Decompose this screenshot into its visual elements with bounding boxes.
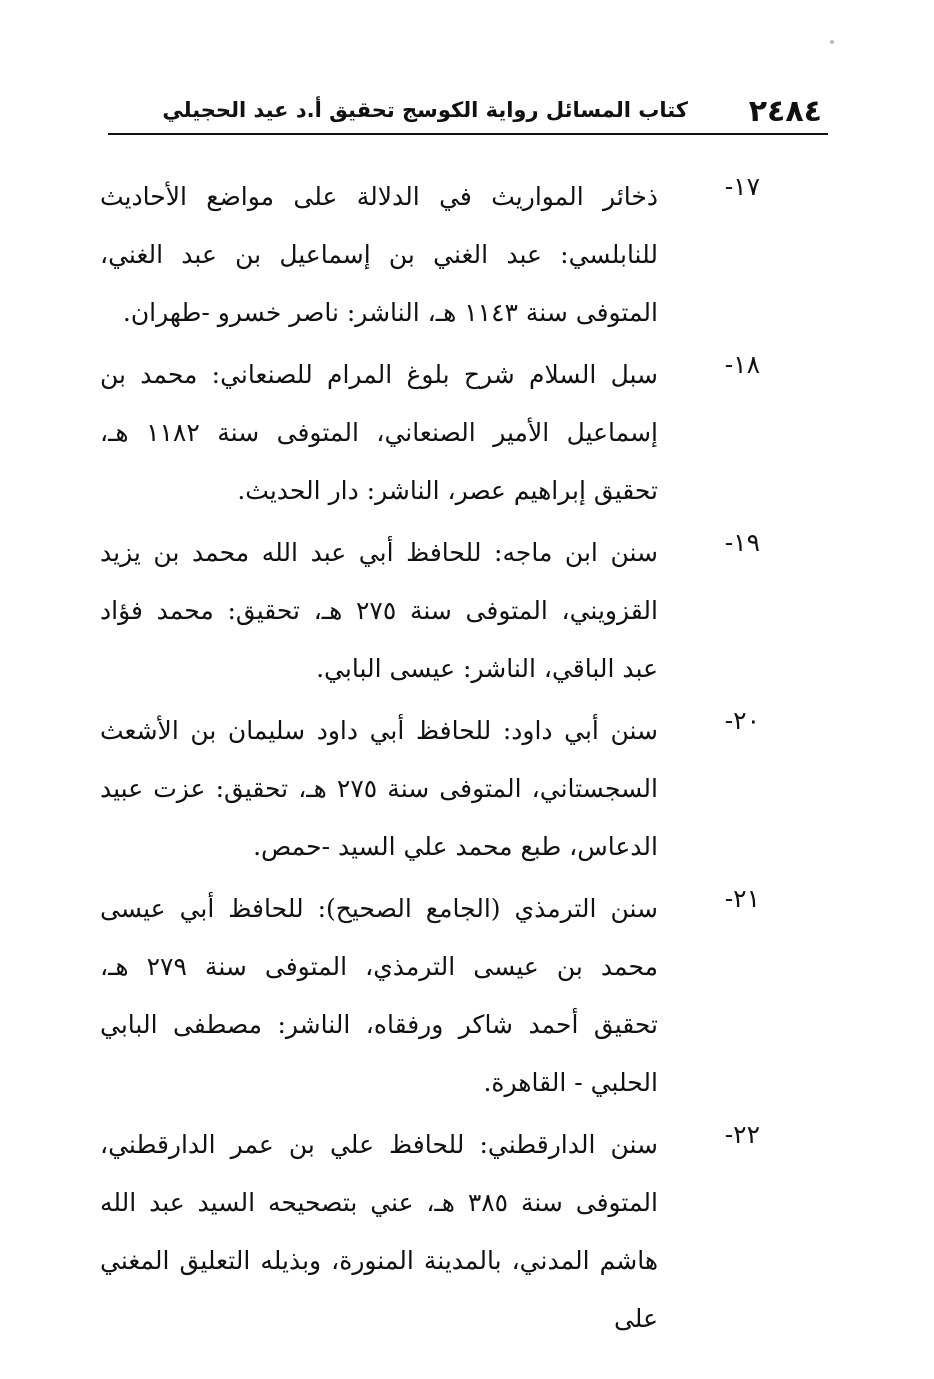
header-rule bbox=[108, 133, 828, 135]
entry-number: ٢٠- bbox=[724, 706, 760, 735]
entry-number: ٢١- bbox=[724, 884, 760, 913]
running-title: كتاب المسائل رواية الكوسج تحقيق أ.د عيد الحجيلي bbox=[162, 98, 688, 122]
bibliography-entry bbox=[100, 1116, 770, 1348]
bibliography-entry bbox=[100, 702, 770, 876]
entry-text: سنن الدارقطني: للحافظ علي بن عمر الدارقطني، المتوفى سنة ٣٨٥ هـ، عني بتصحيحه السيد عبد الله هاشم المدني، بالمدينة المنورة، وبذيله التعليق المغني على bbox=[100, 1130, 658, 1333]
page-header bbox=[108, 92, 828, 132]
entry-text: سنن الترمذي (الجامع الصحيح): للحافظ أبي عيسى محمد بن عيسى الترمذي، المتوفى سنة ٢٧٩ هـ، تحقيق أحمد شاكر ورفقاه، الناشر: مصطفى البابي الحلبي - القاهرة. bbox=[100, 894, 658, 1097]
page-number: ٢٤٨٤ bbox=[748, 94, 822, 129]
entry-text: سنن ابن ماجه: للحافظ أبي عبد الله محمد بن يزيد القزويني، المتوفى سنة ٢٧٥ هـ، تحقيق: محمد فؤاد عبد الباقي، الناشر: عيسى البابي. bbox=[100, 538, 658, 683]
bibliography-entry bbox=[100, 168, 770, 342]
bibliography-list bbox=[100, 168, 770, 1352]
scan-speck bbox=[830, 40, 834, 44]
entry-number: ١٩- bbox=[724, 528, 760, 557]
bibliography-entry bbox=[100, 880, 770, 1112]
entry-text: ذخائر المواريث في الدلالة على مواضع الأحاديث للنابلسي: عبد الغني بن إسماعيل بن عبد الغني، المتوفى سنة ١١٤٣ هـ، الناشر: ناصر خسرو -طهران. bbox=[100, 182, 658, 327]
entry-number: ٢٢- bbox=[724, 1120, 760, 1149]
bibliography-entry bbox=[100, 524, 770, 698]
entry-text: سبل السلام شرح بلوغ المرام للصنعاني: محمد بن إسماعيل الأمير الصنعاني، المتوفى سنة ١١٨٢ هـ، تحقيق إبراهيم عصر، الناشر: دار الحديث. bbox=[100, 360, 658, 505]
entry-text: سنن أبي داود: للحافظ أبي داود سليمان بن الأشعث السجستاني، المتوفى سنة ٢٧٥ هـ، تحقيق: عزت عبيد الدعاس، طبع محمد علي السيد -حمص. bbox=[100, 716, 658, 861]
bibliography-entry bbox=[100, 346, 770, 520]
entry-number: ١٧- bbox=[724, 172, 760, 201]
entry-number: ١٨- bbox=[724, 350, 760, 379]
